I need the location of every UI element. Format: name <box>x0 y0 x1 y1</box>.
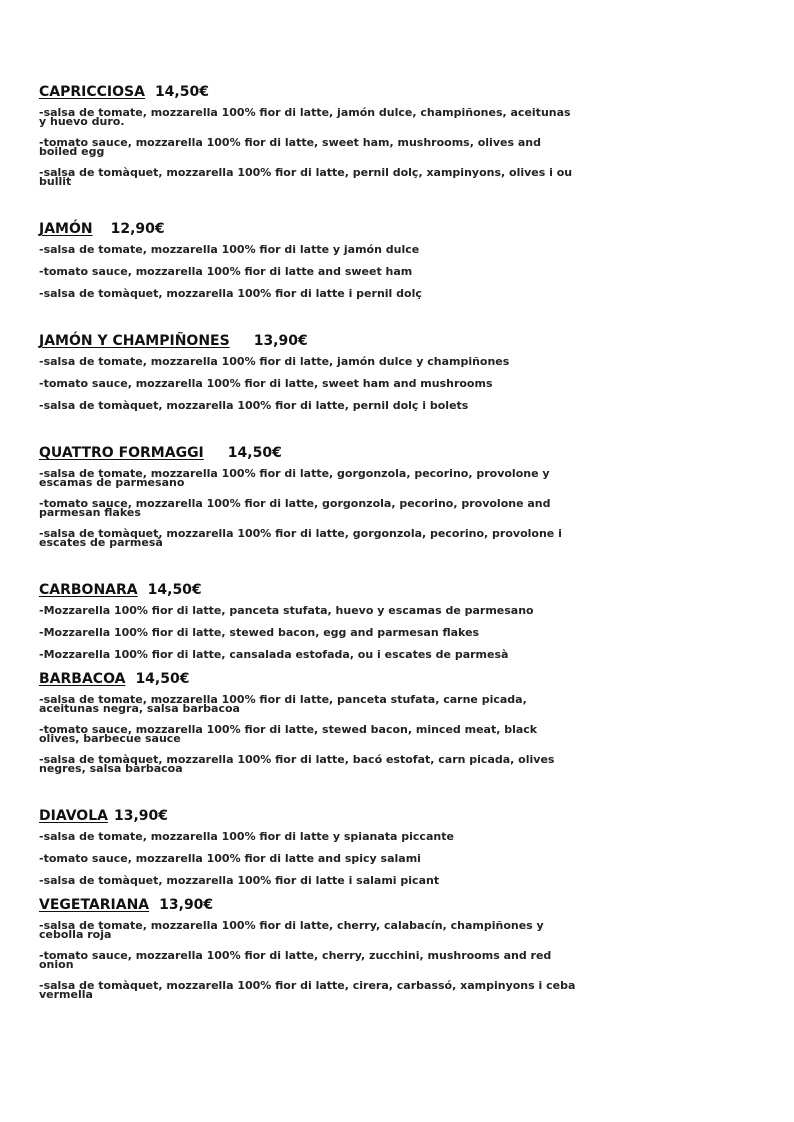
item-name: JAMÓN <box>39 221 93 237</box>
description-en: -tomato sauce, mozzarella 100% fior di latte and sweet ham <box>39 265 413 278</box>
menu-item-barbacoa <box>39 669 579 782</box>
description-en: -tomato sauce, mozzarella 100% fior di latte, gorgonzola, pecorino, provolone and parmesan flakes <box>39 497 551 519</box>
description-en: -tomato sauce, mozzarella 100% fior di latte and spicy salami <box>39 852 421 865</box>
description-es: -salsa de tomate, mozzarella 100% fior di latte, cherry, calabacín, champiñones y cebolla roja <box>39 919 544 941</box>
item-price: 12,90€ <box>110 221 165 237</box>
description-es: -Mozzarella 100% fior di latte, panceta stufata, huevo y escamas de parmesano <box>39 604 534 617</box>
description-en: -tomato sauce, mozzarella 100% fior di latte, sweet ham and mushrooms <box>39 377 493 390</box>
description-ca: -salsa de tomàquet, mozzarella 100% fior di latte, cirera, carbassó, xampinyons i ceba vermella <box>39 979 576 1001</box>
description-en: -tomato sauce, mozzarella 100% fior di latte, cherry, zucchini, mushrooms and red onion <box>39 949 552 971</box>
menu-item-quattro-formaggi <box>39 443 579 556</box>
item-name: CAPRICCIOSA <box>39 84 145 100</box>
item-name: BARBACOA <box>39 671 126 687</box>
description-ca: -salsa de tomàquet, mozzarella 100% fior di latte i salami picant <box>39 874 440 887</box>
description-es: -salsa de tomate, mozzarella 100% fior di latte, jamón dulce y champiñones <box>39 355 510 368</box>
description-ca: -salsa de tomàquet, mozzarella 100% fior di latte, gorgonzola, pecorino, provolone i escates de parmesà <box>39 527 562 549</box>
description-es: -salsa de tomate, mozzarella 100% fior di latte y jamón dulce <box>39 243 420 256</box>
description-en: -Mozzarella 100% fior di latte, stewed bacon, egg and parmesan flakes <box>39 626 480 639</box>
item-price: 14,50€ <box>147 582 202 598</box>
description-ca: -Mozzarella 100% fior di latte, cansalada estofada, ou i escates de parmesà <box>39 648 509 661</box>
item-name: JAMÓN Y CHAMPIÑONES <box>39 333 230 349</box>
description-ca: -salsa de tomàquet, mozzarella 100% fior di latte, bacó estofat, carn picada, olives negres, salsa barbacoa <box>39 753 555 775</box>
menu-item-capricciosa <box>39 82 579 195</box>
description-es: -salsa de tomate, mozzarella 100% fior di latte, jamón dulce, champiñones, aceitunas y huevo duro. <box>39 106 571 128</box>
item-price: 14,50€ <box>154 84 209 100</box>
item-name: QUATTRO FORMAGGI <box>39 445 204 461</box>
menu-item-jamon <box>39 219 579 305</box>
menu-item-diavola <box>39 806 579 892</box>
description-es: -salsa de tomate, mozzarella 100% fior di latte, gorgonzola, pecorino, provolone y escamas de parmesano <box>39 467 550 489</box>
description-en: -tomato sauce, mozzarella 100% fior di latte, sweet ham, mushrooms, olives and boiled egg <box>39 136 541 158</box>
item-name: DIAVOLA <box>39 808 108 824</box>
item-name: CARBONARA <box>39 582 138 598</box>
menu-item-vegetariana <box>39 895 579 1008</box>
item-price: 13,90€ <box>159 897 214 913</box>
description-ca: -salsa de tomàquet, mozzarella 100% fior di latte, pernil dolç i bolets <box>39 399 469 412</box>
item-price: 14,50€ <box>227 445 282 461</box>
item-price: 14,50€ <box>135 671 190 687</box>
menu-item-carbonara <box>39 580 579 666</box>
description-ca: -salsa de tomàquet, mozzarella 100% fior di latte i pernil dolç <box>39 287 422 300</box>
description-es: -salsa de tomate, mozzarella 100% fior di latte, panceta stufata, carne picada, aceitunas negra, salsa barbacoa <box>39 693 527 715</box>
description-ca: -salsa de tomàquet, mozzarella 100% fior di latte, pernil dolç, xampinyons, olives i ou bullit <box>39 166 573 188</box>
item-price: 13,90€ <box>253 333 308 349</box>
description-es: -salsa de tomate, mozzarella 100% fior di latte y spianata piccante <box>39 830 454 843</box>
menu-item-jamon-y-champinones <box>39 331 579 417</box>
item-name: VEGETARIANA <box>39 897 150 913</box>
item-price: 13,90€ <box>113 808 168 824</box>
description-en: -tomato sauce, mozzarella 100% fior di latte, stewed bacon, minced meat, black olives, barbecue sauce <box>39 723 538 745</box>
